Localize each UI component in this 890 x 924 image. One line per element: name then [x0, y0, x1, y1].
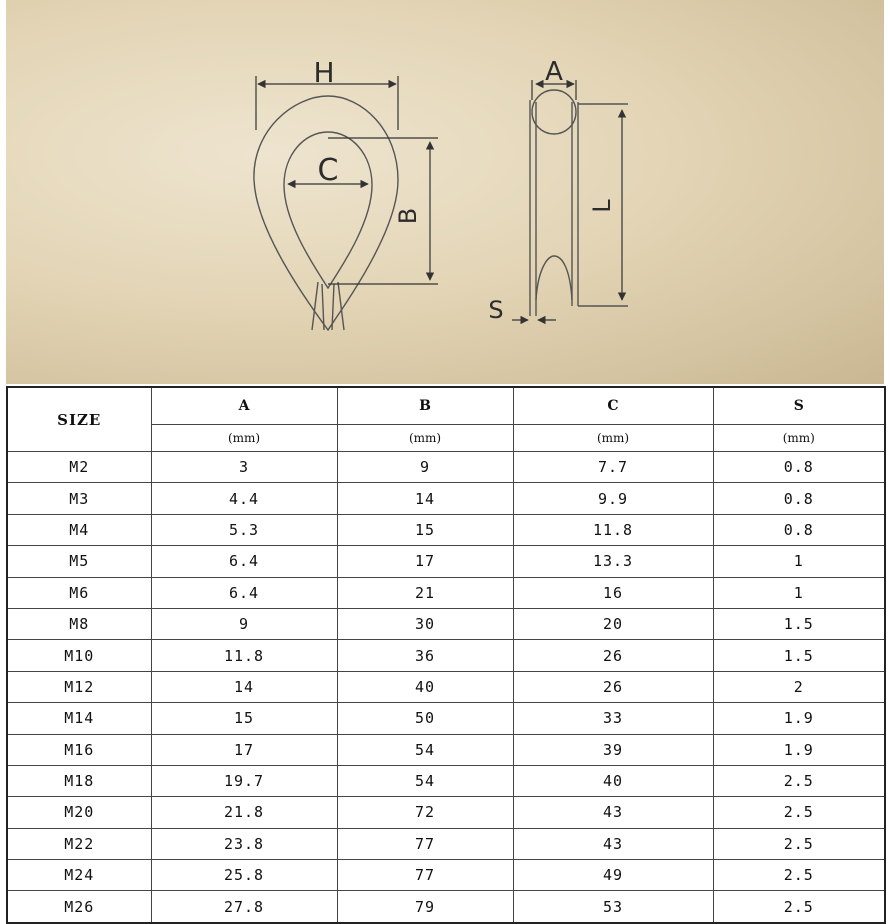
table-row — [7, 860, 885, 891]
table-row — [7, 483, 885, 514]
cell-size: M10 — [7, 640, 151, 671]
cell-b: 54 — [337, 734, 513, 765]
cell-s: 1.9 — [713, 734, 885, 765]
cell-c: 43 — [513, 828, 713, 859]
cell-a: 23.8 — [151, 828, 337, 859]
front-view — [254, 96, 398, 330]
table-row — [7, 546, 885, 577]
cell-b: 9 — [337, 452, 513, 483]
cell-c: 20 — [513, 608, 713, 639]
table-row — [7, 703, 885, 734]
cell-c: 26 — [513, 671, 713, 702]
cell-a: 19.7 — [151, 765, 337, 796]
cell-s: 0.8 — [713, 483, 885, 514]
cell-c: 43 — [513, 797, 713, 828]
cell-b: 21 — [337, 577, 513, 608]
cell-b: 77 — [337, 828, 513, 859]
table-row — [7, 577, 885, 608]
cell-a: 6.4 — [151, 577, 337, 608]
cell-b: 50 — [337, 703, 513, 734]
cell-b: 14 — [337, 483, 513, 514]
cell-b: 15 — [337, 514, 513, 545]
cell-size: M18 — [7, 765, 151, 796]
cell-a: 11.8 — [151, 640, 337, 671]
cell-size: M12 — [7, 671, 151, 702]
table-body — [7, 452, 885, 923]
h-label: H — [313, 56, 335, 89]
cell-a: 21.8 — [151, 797, 337, 828]
cell-s: 1.9 — [713, 703, 885, 734]
cell-c: 33 — [513, 703, 713, 734]
cell-size: M8 — [7, 608, 151, 639]
cell-b: 77 — [337, 860, 513, 891]
cell-b: 54 — [337, 765, 513, 796]
l-label: L — [588, 199, 616, 213]
cell-size: M3 — [7, 483, 151, 514]
cell-a: 15 — [151, 703, 337, 734]
cell-size: M26 — [7, 891, 151, 923]
cell-size: M4 — [7, 514, 151, 545]
col-b-unit: (mm) — [337, 425, 513, 452]
col-c-unit: (mm) — [513, 425, 713, 452]
cell-c: 9.9 — [513, 483, 713, 514]
cell-s: 2.5 — [713, 797, 885, 828]
b-label: B — [394, 207, 422, 225]
col-b-header: B — [337, 387, 513, 425]
cell-s: 2.5 — [713, 860, 885, 891]
cell-s: 1 — [713, 546, 885, 577]
cell-a: 9 — [151, 608, 337, 639]
cell-a: 17 — [151, 734, 337, 765]
cell-b: 72 — [337, 797, 513, 828]
table-row — [7, 891, 885, 923]
cell-b: 40 — [337, 671, 513, 702]
table-row — [7, 797, 885, 828]
header-row — [7, 387, 885, 425]
cell-c: 7.7 — [513, 452, 713, 483]
cell-s: 2.5 — [713, 765, 885, 796]
cell-s: 1.5 — [713, 608, 885, 639]
cell-s: 0.8 — [713, 514, 885, 545]
table-row — [7, 765, 885, 796]
cell-c: 40 — [513, 765, 713, 796]
size-header: SIZE — [7, 387, 151, 452]
table-row — [7, 828, 885, 859]
cell-s: 0.8 — [713, 452, 885, 483]
cell-s: 1.5 — [713, 640, 885, 671]
col-c-header: C — [513, 387, 713, 425]
table-row — [7, 514, 885, 545]
cell-c: 13.3 — [513, 546, 713, 577]
cell-a: 27.8 — [151, 891, 337, 923]
cell-a: 4.4 — [151, 483, 337, 514]
cell-s: 2 — [713, 671, 885, 702]
cell-b: 30 — [337, 608, 513, 639]
table-row — [7, 640, 885, 671]
col-s-unit: (mm) — [713, 425, 885, 452]
cell-a: 3 — [151, 452, 337, 483]
cell-c: 39 — [513, 734, 713, 765]
cell-c: 49 — [513, 860, 713, 891]
cell-s: 1 — [713, 577, 885, 608]
cell-size: M2 — [7, 452, 151, 483]
size-spec-table — [6, 386, 886, 924]
c-label: C — [317, 153, 339, 188]
cell-b: 17 — [337, 546, 513, 577]
cell-a: 6.4 — [151, 546, 337, 577]
cell-c: 11.8 — [513, 514, 713, 545]
cell-b: 36 — [337, 640, 513, 671]
table-row — [7, 452, 885, 483]
cell-b: 79 — [337, 891, 513, 923]
thimble-drawing — [6, 0, 884, 384]
cell-a: 25.8 — [151, 860, 337, 891]
cell-size: M5 — [7, 546, 151, 577]
cell-c: 26 — [513, 640, 713, 671]
cell-s: 2.5 — [713, 891, 885, 923]
a-label: A — [545, 57, 563, 87]
cell-c: 53 — [513, 891, 713, 923]
table-row — [7, 608, 885, 639]
cell-size: M14 — [7, 703, 151, 734]
table-row — [7, 734, 885, 765]
col-a-header: A — [151, 387, 337, 425]
cell-size: M24 — [7, 860, 151, 891]
col-a-unit: (mm) — [151, 425, 337, 452]
cell-a: 5.3 — [151, 514, 337, 545]
col-s-header: S — [713, 387, 885, 425]
thimble-diagram — [6, 0, 884, 384]
cell-a: 14 — [151, 671, 337, 702]
table-row — [7, 671, 885, 702]
cell-s: 2.5 — [713, 828, 885, 859]
cell-size: M6 — [7, 577, 151, 608]
cell-size: M16 — [7, 734, 151, 765]
s-label: S — [488, 296, 504, 324]
cell-size: M20 — [7, 797, 151, 828]
cell-size: M22 — [7, 828, 151, 859]
cell-c: 16 — [513, 577, 713, 608]
